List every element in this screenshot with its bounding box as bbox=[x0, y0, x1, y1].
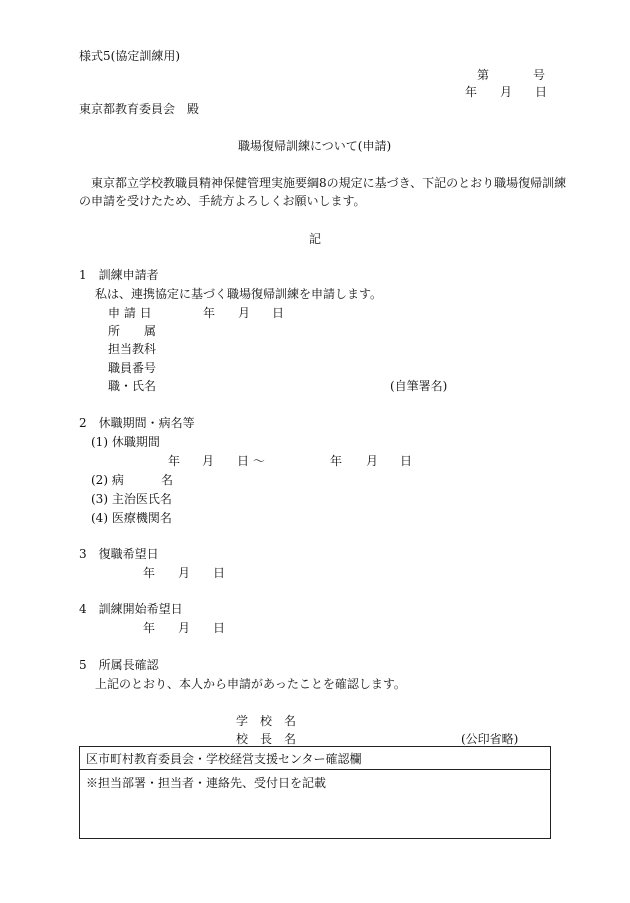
training-start-tsuki: 月 bbox=[178, 621, 191, 635]
section1-heading: 1 訓練申請者 bbox=[79, 268, 159, 282]
intro-line-1: 東京都立学校教職員精神保健管理実施要綱8の規定に基づき、下記のとおり職場復帰訓練 bbox=[91, 176, 567, 190]
intro-line-2: の申請を受けたため、手続方よろしくお願いします。 bbox=[79, 194, 366, 208]
date-nen: 年 bbox=[465, 85, 478, 99]
return-date-hi: 日 bbox=[213, 566, 226, 580]
medical-institution-label: (4) 医療機関名 bbox=[91, 511, 172, 525]
school-name-label: 学 校 名 bbox=[236, 714, 297, 728]
seal-note: (公印省略) bbox=[461, 732, 519, 746]
title-name-label: 職・氏名 bbox=[108, 379, 157, 393]
apply-date-hi: 日 bbox=[272, 306, 285, 320]
staff-number-label: 職員番号 bbox=[108, 361, 157, 375]
section5-statement: 上記のとおり、本人から申請があったことを確認します。 bbox=[95, 677, 406, 691]
apply-date-tsuki: 月 bbox=[238, 306, 251, 320]
principal-name-label: 校 長 名 bbox=[236, 732, 297, 746]
section1-statement: 私は、連携協定に基づく職場復帰訓練を申請します。 bbox=[95, 287, 383, 301]
date-tsuki: 月 bbox=[500, 85, 513, 99]
addressee: 東京都教育委員会 殿 bbox=[79, 102, 200, 116]
confirmation-box-header bbox=[80, 747, 550, 770]
training-start-nen: 年 bbox=[143, 621, 156, 635]
leave-period-label: (1) 休職期間 bbox=[91, 435, 160, 449]
period-nen-1: 年 bbox=[168, 454, 181, 468]
form-id: 様式5(協定訓練用) bbox=[79, 49, 180, 63]
section2-heading: 2 休職期間・病名等 bbox=[79, 416, 195, 430]
period-hi-1: 日 〜 bbox=[237, 454, 265, 468]
section5-heading: 5 所属長確認 bbox=[79, 658, 159, 672]
apply-date-nen: 年 bbox=[203, 306, 216, 320]
confirmation-box bbox=[79, 746, 551, 839]
subject-label: 担当教科 bbox=[108, 342, 157, 356]
return-date-nen: 年 bbox=[143, 566, 156, 580]
document-title: 職場復帰訓練について(申請) bbox=[238, 139, 392, 153]
signature-note: (自筆署名) bbox=[390, 379, 448, 393]
doctor-name-label: (3) 主治医氏名 bbox=[91, 492, 172, 506]
date-hi: 日 bbox=[535, 85, 548, 99]
illness-label-b: 名 bbox=[161, 473, 174, 487]
period-tsuki-2: 月 bbox=[366, 454, 379, 468]
period-tsuki-1: 月 bbox=[202, 454, 215, 468]
confirmation-box-header-text: 区市町村教育委員会・学校経営支援センター確認欄 bbox=[86, 752, 362, 766]
return-date-tsuki: 月 bbox=[178, 566, 191, 580]
section3-heading: 3 復職希望日 bbox=[79, 547, 159, 561]
section4-heading: 4 訓練開始希望日 bbox=[79, 602, 183, 616]
apply-date-label: 申 請 日 bbox=[108, 306, 152, 320]
period-hi-2: 日 bbox=[400, 454, 413, 468]
number-go: 号 bbox=[533, 68, 546, 82]
confirmation-box-note: ※担当部署・担当者・連絡先、受付日を記載 bbox=[86, 776, 327, 790]
illness-label-a: (2) 病 bbox=[91, 473, 124, 487]
ki-marker: 記 bbox=[309, 232, 322, 246]
number-dai: 第 bbox=[477, 68, 490, 82]
training-start-hi: 日 bbox=[213, 621, 226, 635]
affiliation-label: 所 属 bbox=[108, 324, 157, 338]
period-nen-2: 年 bbox=[330, 454, 343, 468]
